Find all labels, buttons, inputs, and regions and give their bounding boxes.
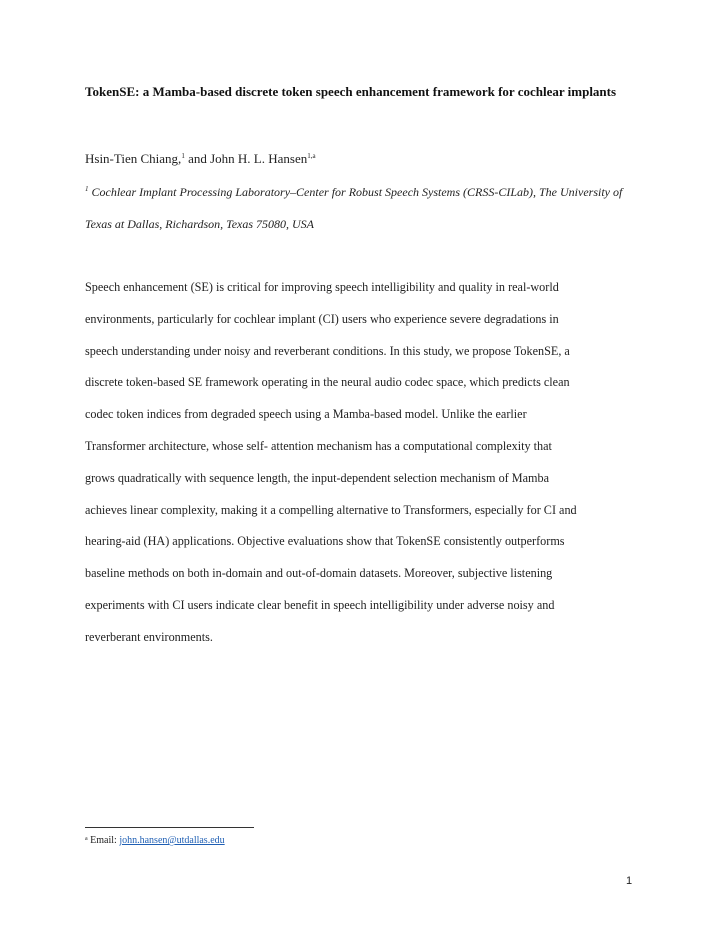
abstract-line: hearing-aid (HA) applications. Objective evaluations show that TokenSE consistently outperforms [85, 534, 565, 549]
affiliation-marker: 1 [85, 185, 89, 193]
abstract-line: grows quadratically with sequence length, the input-dependent selection mechanism of Mamba [85, 470, 549, 485]
author-affiliation-marker: 1,a [307, 152, 316, 160]
page-number: 1 [626, 875, 633, 887]
footnote [85, 834, 485, 848]
affiliation-text: Cochlear Implant Processing Laboratory–Center for Robust Speech Systems (CRSS-CILab), The University of Texas at Dallas, Richardson, Texas 75080, USA [85, 185, 623, 231]
email-link[interactable]: john.hansen@utdallas.edu [119, 835, 225, 846]
abstract-line: experiments with CI users indicate clear benefit in speech intelligibility under adverse noisy and [85, 597, 555, 612]
footnote-marker: a [85, 836, 88, 842]
author-name: John H. L. Hansen [210, 151, 308, 166]
abstract-line: Transformer architecture, whose self- attention mechanism has a computational complexity that [85, 438, 552, 453]
abstract-line: codec token indices from degraded speech using a Mamba-based model. Unlike the earlier [85, 407, 527, 422]
abstract-line: speech understanding under noisy and reverberant conditions. In this study, we propose TokenSE, a [85, 343, 570, 358]
abstract-line: Speech enhancement (SE) is critical for improving speech intelligibility and quality in real-world [85, 280, 559, 294]
paper-title: TokenSE: a Mamba-based discrete token speech enhancement framework for cochlear implants [85, 84, 617, 99]
abstract-line: discrete token-based SE framework operating in the neural audio codec space, which predicts clean [85, 375, 570, 390]
author-connector: and [184, 151, 211, 166]
affiliation [85, 177, 630, 240]
abstract-line: baseline methods on both in-domain and out-of-domain datasets. Moreover, subjective listening [85, 566, 553, 581]
footnote-divider [85, 827, 254, 828]
author-affiliation-marker: 1 [181, 152, 185, 160]
author-list [85, 151, 645, 167]
abstract-line: environments, particularly for cochlear implant (CI) users who experience severe degradations in [85, 311, 559, 326]
abstract [85, 272, 640, 654]
abstract-line: reverberant environments. [85, 629, 213, 644]
footnote-label: Email: [87, 835, 120, 846]
author-name: Hsin-Tien Chiang, [85, 151, 182, 166]
abstract-line: achieves linear complexity, making it a compelling alternative to Transformers, especially for CI and [85, 502, 577, 517]
